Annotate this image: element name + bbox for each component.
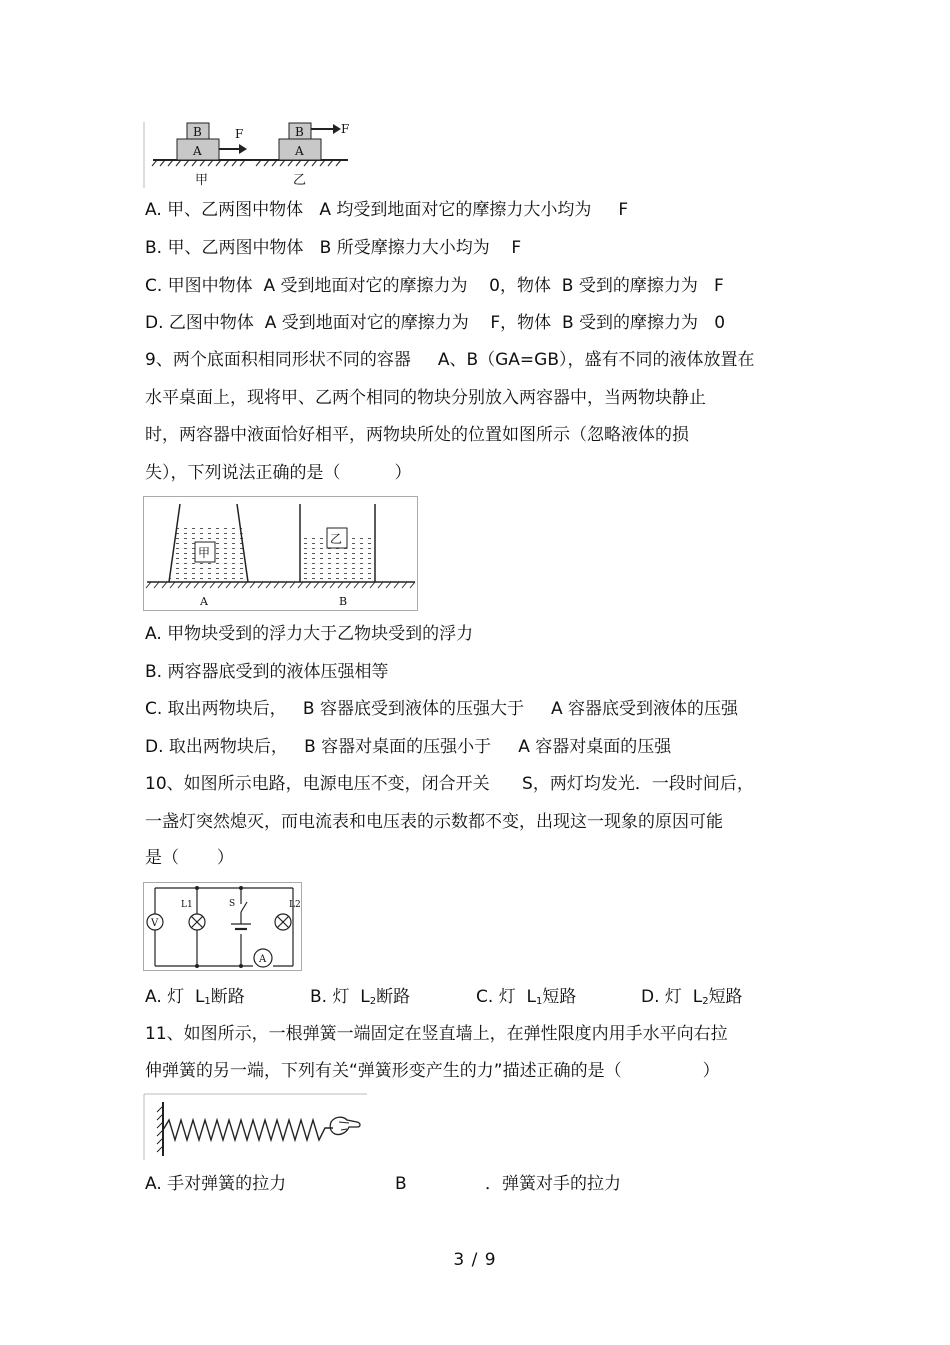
q11-stem-line-1: 11、如图所示，一根弹簧一端固定在竖直墙上，在弹性限度内用手水平向右拉 <box>145 1024 728 1044</box>
q10-stem-line-3: 是（ ） <box>145 848 234 868</box>
fig-label-b-right: B <box>295 125 304 139</box>
q8-option-b: B. 甲、乙两图中物体 B 所受摩擦力大小均为 F <box>145 238 522 258</box>
q11-stem-line-2: 伸弹簧的另一端，下列有关“弹簧形变产生的力”描述正确的是（ ） <box>145 1061 720 1081</box>
fig-label-a-right: A <box>295 144 304 158</box>
q8-option-d: D. 乙图中物体 A 受到地面对它的摩擦力为 F，物体 B 受到的摩擦力为 0 <box>145 313 726 333</box>
q8-option-c: C. 甲图中物体 A 受到地面对它的摩擦力为 0，物体 B 受到的摩擦力为 F <box>145 276 724 296</box>
q9-stem-line-4: 失），下列说法正确的是（ ） <box>145 463 412 483</box>
q10-option-c: C. 灯 $L_1$短路 <box>476 987 577 1007</box>
fig-label-lamp2: L2 <box>289 900 301 910</box>
fig-label-force-right: F <box>341 122 350 136</box>
fig-caption-left: 甲 <box>195 173 209 188</box>
friction-figure <box>143 120 353 190</box>
q11-option-a: A. 手对弹簧的拉力 <box>145 1174 287 1194</box>
q9-stem-line-1: 9、两个底面积相同形状不同的容器 A、B（GA=GB），盛有不同的液体放置在 <box>145 350 755 370</box>
q11-option-b-letter: B <box>395 1174 407 1194</box>
fig-label-voltmeter: V <box>151 918 159 929</box>
q10-option-b: B. 灯 $L_2$断路 <box>310 987 411 1007</box>
fig-label-container-a: A <box>200 595 208 608</box>
fig-label-ammeter: A <box>259 954 267 965</box>
fig-label-lamp1: L1 <box>181 900 193 910</box>
fig-label-force-left: F <box>235 127 244 141</box>
q9-stem-line-2: 水平桌面上，现将甲、乙两个相同的物块分别放入两容器中，当两物块静止 <box>145 388 706 408</box>
q9-option-b: B. 两容器底受到的液体压强相等 <box>145 662 389 682</box>
q11-option-b-text: ．弹簧对手的拉力 <box>485 1174 621 1194</box>
fig-caption-right: 乙 <box>293 173 307 188</box>
fig-label-block-yi: 乙 <box>330 532 343 546</box>
q9-stem-line-3: 时，两容器中液面恰好相平，两物块所处的位置如图所示（忽略液体的损 <box>145 425 689 445</box>
fig-label-block-jia: 甲 <box>198 546 211 560</box>
q9-option-c: C. 取出两物块后， B 容器底受到液体的压强大于 A 容器底受到液体的压强 <box>145 699 739 719</box>
q8-option-a: A. 甲、乙两图中物体 A 均受到地面对它的摩擦力大小均为 F <box>145 200 629 220</box>
q10-stem-line-2: 一盏灯突然熄灭，而电流表和电压表的示数都不变，出现这一现象的原因可能 <box>145 812 723 832</box>
containers-figure <box>143 496 419 612</box>
spring-figure <box>143 1092 369 1162</box>
q9-option-d: D. 取出两物块后， B 容器对桌面的压强小于 A 容器对桌面的压强 <box>145 737 672 757</box>
fig-label-container-b: B <box>339 595 348 608</box>
circuit-figure <box>143 882 303 972</box>
q10-option-d: D. 灯 $L_2$短路 <box>641 987 743 1007</box>
q10-option-a: A. 灯 $L_1$断路 <box>145 987 245 1007</box>
fig-label-a-left: A <box>193 144 202 158</box>
fig-label-b-left: B <box>193 125 202 139</box>
q10-stem-line-1: 10、如图所示电路，电源电压不变，闭合开关 S，两灯均发光．一段时间后， <box>145 774 754 794</box>
q9-option-a: A. 甲物块受到的浮力大于乙物块受到的浮力 <box>145 624 474 644</box>
page-number: 3 / 9 <box>453 1250 497 1270</box>
fig-label-switch: S <box>229 899 236 909</box>
